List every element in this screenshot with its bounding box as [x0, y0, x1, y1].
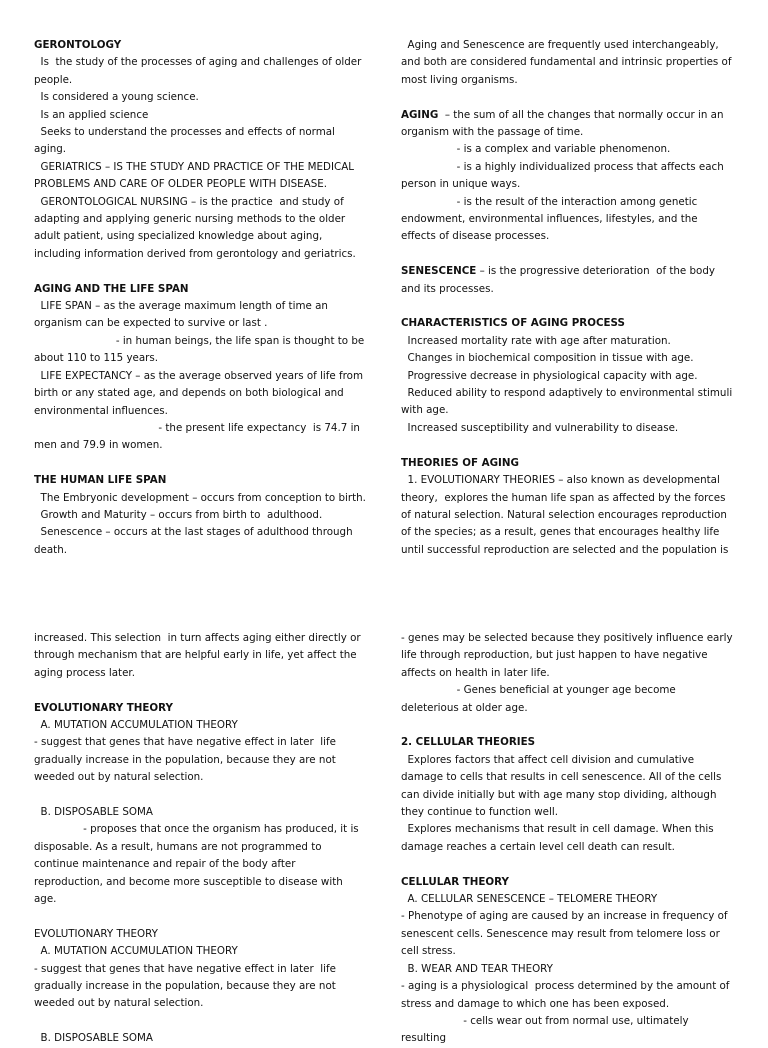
paragraph	[34, 507, 366, 524]
section-heading	[401, 455, 733, 472]
paragraph-text: - suggest that genes that have negative effect in later life gradually increase in the population, because they are not weeded out by natural selection.	[34, 736, 340, 784]
column-top-left	[34, 37, 366, 559]
paragraph	[34, 490, 366, 507]
paragraph-text: - is a complex and variable phenomenon.	[401, 143, 671, 156]
paragraph	[34, 124, 366, 159]
paragraph-text: Is the study of the processes of aging and challenges of older people.	[34, 56, 365, 86]
paragraph	[401, 682, 733, 717]
paragraph-text: Aging and Senescence are frequently used interchangeably, and both are considered fundamental and intrinsic properties of most living organisms.	[401, 39, 735, 86]
blank-line	[401, 437, 733, 454]
heading-text: CHARACTERISTICS OF AGING PROCESS	[401, 317, 625, 330]
paragraph	[401, 333, 733, 350]
paragraph	[34, 926, 366, 943]
paragraph	[401, 385, 736, 420]
blank-line	[34, 908, 366, 925]
paragraph	[34, 804, 366, 821]
paragraph-text: B. WEAR AND TEAR THEORY	[401, 962, 553, 975]
paragraph	[34, 107, 366, 124]
paragraph	[34, 943, 366, 960]
paragraph-text: 1. EVOLUTIONARY THEORIES – also known as developmental theory, explores the human life span as affected by the forces of natural selection. Natural selection encourages reproduction of the species; as a result, genes that encourages healthy life until successful reproduction are selected and the population is	[401, 474, 731, 556]
section-heading	[401, 874, 733, 891]
paragraph-text: - is a highly individualized process that affects each person in unique ways.	[401, 160, 727, 191]
paragraph-text: - the present life expectancy is 74.7 in men and 79.9 in women.	[34, 421, 364, 452]
paragraph-text: Explores factors that affect cell division and cumulative damage to cells that results in cell senescence. All of the cells can divide initially but with age many stop dividing, although they continue to function well.	[401, 753, 725, 819]
paragraph	[401, 891, 733, 908]
paragraph-text: - Genes beneficial at younger age become deleterious at older age.	[401, 684, 680, 714]
paragraph-text: Increased susceptibility and vulnerability to disease.	[401, 421, 679, 434]
paragraph	[401, 821, 733, 856]
section-heading	[34, 281, 366, 298]
blank-line	[34, 682, 366, 699]
heading-text: CELLULAR THEORY	[401, 875, 510, 888]
paragraph-text: - suggest that genes that have negative effect in later life gradually increase in the population, because they are not weeded out by natural selection.	[34, 962, 340, 1010]
section-heading	[401, 263, 733, 298]
blank-line	[401, 856, 733, 873]
paragraph	[34, 961, 366, 1013]
paragraph	[34, 717, 366, 734]
heading-text: AGING AND THE LIFE SPAN	[34, 282, 189, 295]
paragraph-text: Growth and Maturity – occurs from birth to adulthood.	[34, 508, 323, 521]
blank-line	[401, 246, 733, 263]
paragraph-text: Seeks to understand the processes and effects of normal aging.	[34, 126, 339, 156]
heading-definition: – is the progressive deterioration of the body and its processes.	[401, 265, 719, 295]
paragraph-text: GERIATRICS – IS THE STUDY AND PRACTICE OF THE MEDICAL PROBLEMS AND CARE OF OLDER PEOPLE WITH DISEASE.	[34, 160, 358, 191]
paragraph-text: - Phenotype of aging are caused by an increase in frequency of senescent cells. Senescence may result from telomere loss or cell stress.	[401, 910, 731, 958]
paragraph-text: - proposes that once the organism has produced, it is disposable. As a result, humans are not programmed to continue maintenance and repair of the body after reproduction, and become more susceptible to disease with age.	[34, 823, 362, 906]
paragraph-text: - genes may be selected because they positively influence early life through reproduction, but just happen to have negative affects on health in later life.	[401, 632, 736, 679]
heading-text: SENESCENCE	[401, 265, 477, 278]
paragraph-text: Senescence – occurs at the last stages of adulthood through death.	[34, 526, 356, 556]
paragraph-text: LIFE SPAN – as the average maximum length of time an organism can be expected to survive or last .	[34, 300, 332, 330]
paragraph	[34, 420, 366, 455]
paragraph-text: Is an applied science	[34, 108, 149, 121]
paragraph-text: A. MUTATION ACCUMULATION THEORY	[34, 945, 238, 958]
blank-line	[401, 298, 733, 315]
paragraph	[401, 350, 733, 367]
paragraph	[34, 159, 366, 194]
paragraph-text: Reduced ability to respond adaptively to environmental stimuli with age.	[401, 387, 736, 417]
section-heading	[401, 107, 733, 142]
heading-text: 2. CELLULAR THEORIES	[401, 736, 536, 749]
paragraph-text: GERONTOLOGICAL NURSING – is the practice and study of adapting and applying generic nursing methods to the older adult patient, using specialized knowledge about aging, including information derived from gerontology and geriatrics.	[34, 195, 356, 260]
paragraph-text: - cells wear out from normal use, ultimately resulting	[401, 1014, 692, 1045]
paragraph	[34, 194, 366, 264]
paragraph-text: Changes in biochemical composition in tissue with age.	[401, 352, 694, 365]
column-top-right	[401, 37, 736, 559]
column-bottom-right	[401, 630, 736, 1048]
paragraph	[34, 1030, 366, 1047]
paragraph	[401, 752, 733, 822]
paragraph-text: LIFE EXPECTANCY – as the average observed years of life from birth or any stated age, and depends on both biological and environmental influences.	[34, 369, 367, 417]
paragraph-text: A. MUTATION ACCUMULATION THEORY	[34, 719, 238, 732]
paragraph	[401, 37, 733, 89]
blank-line	[401, 717, 733, 734]
paragraph-text: - is the result of the interaction among genetic endowment, environmental influences, lifestyles, and the effects of disease processes.	[401, 195, 701, 243]
section-heading	[401, 315, 733, 332]
paragraph-text: - in human beings, the life span is thought to be about 110 to 115 years.	[34, 334, 368, 365]
heading-text: THEORIES OF AGING	[401, 456, 519, 469]
paragraph	[34, 89, 366, 106]
heading-text: GERONTOLOGY	[34, 39, 122, 51]
paragraph	[401, 159, 733, 194]
blank-line	[34, 455, 366, 472]
paragraph	[401, 368, 733, 385]
section-heading	[34, 700, 366, 717]
paragraph-text: increased. This selection in turn affects aging either directly or through mechanism that are helpful early in life, yet affect the aging process later.	[34, 632, 364, 679]
blank-line	[34, 787, 366, 804]
paragraph	[34, 333, 366, 368]
paragraph	[401, 961, 733, 978]
paragraph	[34, 54, 366, 89]
paragraph-text: Explores mechanisms that result in cell damage. When this damage reaches a certain level cell death can result.	[401, 823, 717, 853]
paragraph-text: A. CELLULAR SENESCENCE – TELOMERE THEORY	[401, 893, 658, 906]
heading-text: THE HUMAN LIFE SPAN	[34, 474, 167, 487]
blank-line	[401, 89, 733, 106]
paragraph	[34, 368, 366, 420]
paragraph	[401, 908, 733, 960]
section-heading	[401, 734, 733, 751]
paragraph	[34, 298, 366, 333]
paragraph-text: Is considered a young science.	[34, 91, 199, 104]
blank-line	[34, 1013, 366, 1030]
paragraph	[34, 821, 366, 908]
paragraph-text: Increased mortality rate with age after maturation.	[401, 334, 671, 347]
paragraph	[34, 734, 366, 786]
paragraph	[401, 420, 733, 437]
paragraph	[401, 978, 733, 1013]
heading-text: AGING	[401, 108, 439, 121]
paragraph	[401, 194, 733, 246]
column-bottom-left	[34, 630, 366, 1048]
paragraph-text: B. DISPOSABLE SOMA	[34, 1032, 153, 1045]
paragraph	[34, 630, 366, 682]
paragraph	[401, 1013, 733, 1048]
paragraph	[34, 524, 366, 559]
paragraph-text: The Embryonic development – occurs from conception to birth.	[34, 491, 366, 504]
blank-line	[34, 263, 366, 280]
section-heading	[34, 37, 366, 54]
paragraph-text: EVOLUTIONARY THEORY	[34, 927, 158, 940]
paragraph-text: Progressive decrease in physiological capacity with age.	[401, 369, 698, 382]
paragraph-text: - aging is a physiological process determined by the amount of stress and damage to which one has been exposed.	[401, 980, 733, 1010]
paragraph-text: B. DISPOSABLE SOMA	[34, 806, 153, 819]
paragraph	[401, 630, 736, 682]
paragraph	[401, 472, 733, 559]
section-heading	[34, 472, 366, 489]
heading-definition: – the sum of all the changes that normally occur in an organism with the passage of time.	[401, 108, 727, 139]
paragraph	[401, 141, 733, 158]
heading-text: EVOLUTIONARY THEORY	[34, 701, 173, 714]
